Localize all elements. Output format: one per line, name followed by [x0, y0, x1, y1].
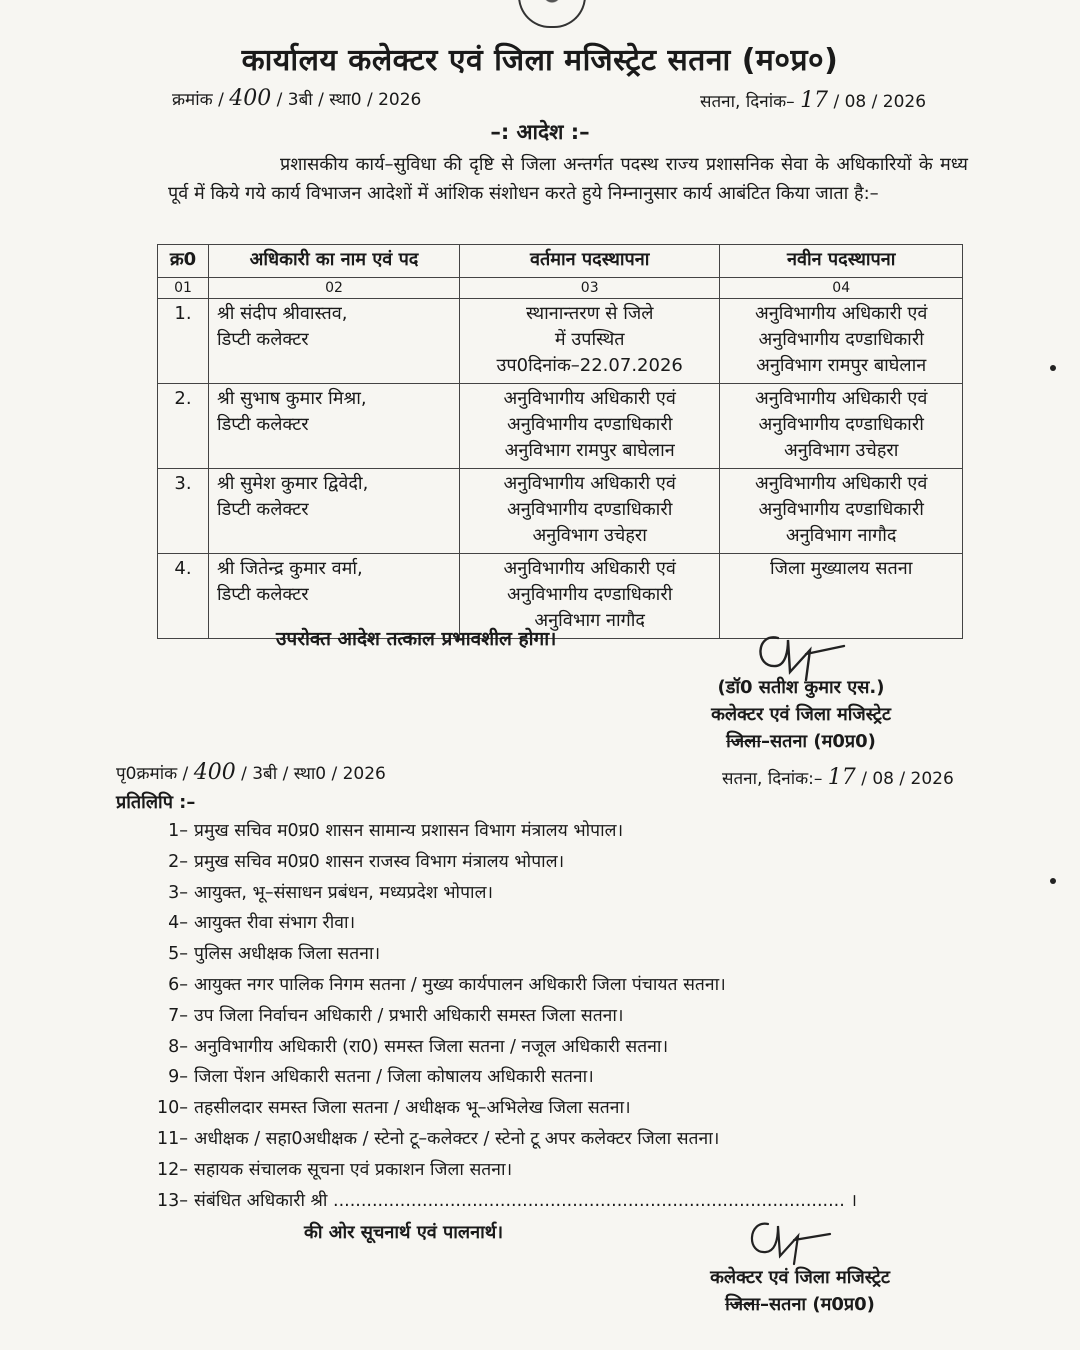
posting-line: अनुविभागीय दण्डाधिकारी — [507, 584, 673, 605]
item-number: 10– — [156, 1098, 188, 1119]
item-text: आयुक्त नगर पालिक निगम सतना / मुख्य कार्यपालन अधिकारी जिला पंचायत सतना। — [194, 974, 726, 995]
officer-designation: डिप्टी कलेक्टर — [217, 584, 309, 605]
posting-line: अनुविभागीय दण्डाधिकारी — [507, 414, 673, 435]
item-number: 4– — [168, 913, 188, 934]
new-posting — [720, 469, 963, 554]
col-number: 03 — [460, 278, 720, 299]
copy-label: प्रतिलिपि :– — [116, 792, 196, 813]
posting-line: अनुविभागीय दण्डाधिकारी — [758, 414, 924, 435]
list-item — [140, 1032, 900, 1063]
state-emblem — [518, 0, 586, 28]
posting-line: अनुविभागीय दण्डाधिकारी — [758, 499, 924, 520]
intro-paragraph: प्रशासकीय कार्य–सुविधा की दृष्टि से जिला अन्तर्गत पदस्थ राज्य प्रशासनिक सेवा के अधिकारियों के मध्य पूर्व में किये गये कार्य विभाजन आदेशों में आंशिक संशोधन करते हुये निम्नानुसार कार्य आबंटित किया जाता है:– — [168, 154, 968, 204]
row-sn: 1. — [158, 299, 209, 384]
list-item — [140, 847, 900, 878]
item-text: उप जिला निर्वाचन अधिकारी / प्रभारी अधिकारी समस्त जिला सतना। — [194, 1005, 624, 1026]
posting-line: अनुविभागीय अधिकारी एवं — [503, 388, 676, 409]
order-reference — [172, 86, 421, 111]
list-item — [140, 1155, 900, 1186]
ref-prefix: क्रमांक / — [172, 90, 224, 110]
item-text: संबंधित अधिकारी श्री ............................................................................................ । — [194, 1190, 857, 1211]
posting-line: अनुविभागीय अधिकारी एवं — [755, 303, 928, 324]
list-item — [140, 816, 900, 847]
information-line: की ओर सूचनार्थ एवं पालनार्थ। — [304, 1222, 504, 1243]
header-new: नवीन पदस्थापना — [720, 245, 963, 278]
item-text: आयुक्त, भू–संसाधन प्रबंधन, मध्यप्रदेश भोपाल। — [194, 882, 494, 903]
posting-line: जिला मुख्यालय सतना — [769, 558, 913, 579]
current-posting — [460, 469, 720, 554]
signatory-title: कलेक्टर एवं जिला मजिस्ट्रेट — [711, 704, 891, 725]
effective-note: उपरोक्त आदेश तत्काल प्रभावशील होगा। — [276, 628, 557, 650]
signatory-block — [676, 674, 926, 755]
item-text: अधीक्षक / सहा0अधीक्षक / स्टेनो टू–कलेक्टर / स्टेनो टू अपर कलेक्टर जिला सतना। — [194, 1128, 720, 1149]
ref-suffix: / 3बी / स्था0 / 2026 — [276, 90, 422, 110]
date-suffix: / 08 / 2026 — [861, 769, 954, 789]
table-row — [158, 469, 963, 554]
item-number: 9– — [168, 1067, 188, 1088]
list-item — [140, 970, 900, 1001]
officer-cell — [209, 384, 460, 469]
place-date-prefix: सतना, दिनांक– — [700, 92, 795, 112]
date-day: 17 — [800, 88, 829, 113]
officer-cell — [209, 299, 460, 384]
order-heading: –: आदेश :– — [490, 120, 590, 144]
row-sn: 3. — [158, 469, 209, 554]
current-posting — [460, 384, 720, 469]
list-item — [140, 878, 900, 909]
officer-name: श्री सुमेश कुमार द्विवेदी, — [217, 473, 369, 494]
col-number: 01 — [158, 278, 209, 299]
date-day: 17 — [827, 765, 856, 790]
posting-line: अनुविभाग नागौद — [534, 610, 645, 631]
table-row — [158, 384, 963, 469]
endorsement-date — [722, 765, 954, 790]
list-item — [140, 1001, 900, 1032]
posting-line: अनुविभागीय अधिकारी एवं — [503, 558, 676, 579]
list-item — [140, 939, 900, 970]
posting-line: अनुविभागीय अधिकारी एवं — [755, 388, 928, 409]
item-number: 5– — [168, 944, 188, 965]
officer-designation: डिप्टी कलेक्टर — [217, 329, 309, 350]
office-title: कार्यालय कलेक्टर एवं जिला मजिस्ट्रेट सतना (म०प्र०) — [241, 43, 839, 78]
item-text: सहायक संचालक सूचना एवं प्रकाशन जिला सतना। — [194, 1159, 513, 1180]
ref-number: 400 — [229, 86, 272, 111]
table-row — [158, 299, 963, 384]
officer-designation: डिप्टी कलेक्टर — [217, 499, 309, 520]
order-date — [700, 88, 926, 113]
list-item — [140, 1062, 900, 1093]
signatory-district — [690, 1291, 910, 1318]
item-text: प्रमुख सचिव म0प्र0 शासन राजस्व विभाग मंत्रालय भोपाल। — [194, 851, 565, 872]
item-number: 2– — [168, 851, 188, 872]
current-posting — [460, 299, 720, 384]
item-text: तहसीलदार समस्त जिला सतना / अधीक्षक भू–अभिलेख जिला सतना। — [194, 1098, 631, 1119]
posting-line: अनुविभाग नागौद — [785, 525, 897, 546]
item-text: पुलिस अधीक्षक जिला सतना। — [194, 944, 381, 965]
item-number: 11– — [156, 1128, 188, 1149]
header-sn: क्र0 — [158, 245, 209, 278]
new-posting — [720, 384, 963, 469]
copy-list — [140, 816, 900, 1216]
district-rest: –सतना (म0प्र0) — [760, 1294, 875, 1315]
item-number: 3– — [168, 882, 188, 903]
row-sn: 2. — [158, 384, 209, 469]
ref-suffix: / 3बी / स्था0 / 2026 — [241, 764, 386, 784]
posting-line: अनुविभाग रामपुर बाघेलान — [504, 440, 675, 461]
row-sn: 4. — [158, 554, 209, 639]
list-item — [140, 908, 900, 939]
place-date-prefix: सतना, दिनांक:– — [722, 769, 823, 789]
item-text: आयुक्त रीवा संभाग रीवा। — [194, 913, 356, 934]
item-number: 6– — [168, 974, 188, 995]
district-rest: –सतना (म0प्र0) — [761, 731, 876, 752]
posting-line: अनुविभागीय दण्डाधिकारी — [507, 499, 673, 520]
ref-number: 400 — [193, 760, 236, 785]
header-officer: अधिकारी का नाम एवं पद — [209, 245, 460, 278]
header-current: वर्तमान पदस्थापना — [460, 245, 720, 278]
punch-mark — [1050, 365, 1056, 371]
posting-line: अनुविभाग रामपुर बाघेलान — [756, 355, 927, 376]
signatory-name: (डॉ0 सतीश कुमार एस.) — [717, 677, 885, 698]
district-struck: जिला — [726, 731, 762, 752]
ref-prefix: पृ0क्रमांक / — [116, 764, 189, 784]
item-text: अनुविभागीय अधिकारी (रा0) समस्त जिला सतना / नजूल अधिकारी सतना। — [194, 1036, 669, 1057]
col-number: 02 — [209, 278, 460, 299]
posting-line: में उपस्थित — [554, 329, 625, 350]
signatory-block-2 — [690, 1264, 910, 1318]
officer-designation: डिप्टी कलेक्टर — [217, 414, 309, 435]
officer-cell — [209, 469, 460, 554]
signature-image — [742, 1210, 832, 1272]
officer-name: श्री संदीप श्रीवास्तव, — [217, 303, 348, 324]
item-number: 13– — [156, 1190, 188, 1211]
posting-line: स्थानान्तरण से जिले — [525, 303, 654, 324]
posting-line: अनुविभागीय अधिकारी एवं — [503, 473, 676, 494]
date-suffix: / 08 / 2026 — [833, 92, 927, 112]
officer-name: श्री जितेन्द्र कुमार वर्मा, — [217, 558, 363, 579]
officer-name: श्री सुभाष कुमार मिश्रा, — [217, 388, 367, 409]
item-text: जिला पेंशन अधिकारी सतना / जिला कोषालय अधिकारी सतना। — [194, 1067, 594, 1088]
posting-line: अनुविभागीय अधिकारी एवं — [755, 473, 928, 494]
list-item — [140, 1124, 900, 1155]
endorsement-reference — [116, 760, 386, 785]
posting-line: अनुविभागीय दण्डाधिकारी — [758, 329, 924, 350]
item-number: 1– — [168, 821, 188, 841]
signatory-title: कलेक्टर एवं जिला मजिस्ट्रेट — [710, 1267, 890, 1288]
signatory-district — [676, 728, 926, 755]
list-item — [140, 1093, 900, 1124]
new-posting — [720, 299, 963, 384]
item-number: 7– — [168, 1005, 188, 1026]
punch-mark — [1050, 878, 1056, 884]
item-text: प्रमुख सचिव म0प्र0 शासन सामान्य प्रशासन विभाग मंत्रालय भोपाल। — [194, 821, 624, 841]
item-number: 12– — [156, 1159, 188, 1180]
col-number: 04 — [720, 278, 963, 299]
district-struck: जिला — [725, 1294, 761, 1315]
posting-line: अनुविभाग उचेहरा — [532, 525, 647, 546]
posting-line: उप0दिनांक–22.07.2026 — [496, 355, 683, 376]
posting-line: अनुविभाग उचेहरा — [783, 440, 899, 461]
posting-table — [157, 244, 963, 639]
item-number: 8– — [168, 1036, 188, 1057]
